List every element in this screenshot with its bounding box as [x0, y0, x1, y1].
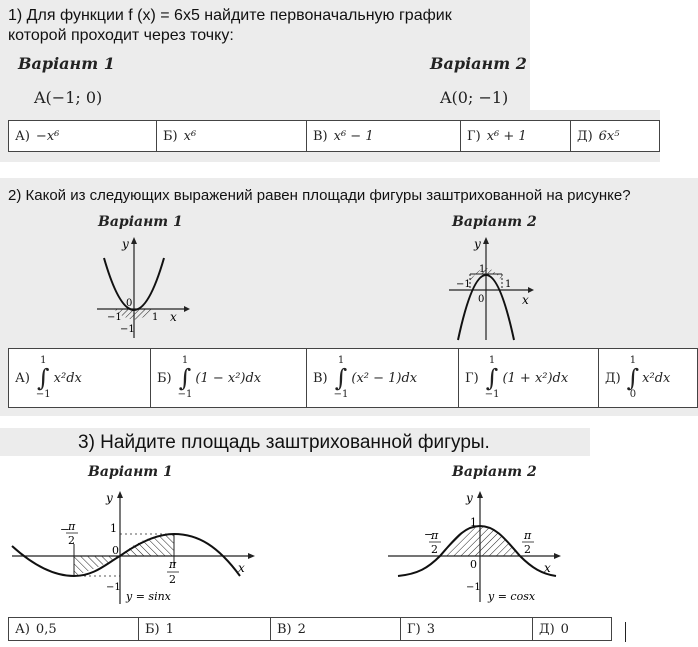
q3-graph2-neg-pi-den: 2	[431, 543, 438, 556]
q3-option-a-label: А)	[15, 621, 30, 637]
q3-graph1-neg-one: −1	[106, 582, 121, 593]
q3-graph1-shaded-left	[74, 556, 120, 576]
q2-graph1-y-arrow	[131, 237, 137, 244]
q2-graph2-x-arrow	[528, 287, 534, 293]
q2-option-d[interactable]	[459, 349, 599, 407]
q2-graph1-x-one: 1	[152, 312, 159, 323]
q2-option-a-upper: 1	[40, 355, 47, 366]
q1-point2: A(0; −1)	[440, 88, 509, 107]
q1-options-row	[8, 120, 660, 152]
q2-option-e-lower: 0	[629, 389, 637, 400]
q3-graph1-pi-num: π	[169, 558, 177, 571]
q3-option-e[interactable]	[533, 618, 611, 640]
q3-graph2-x-arrow	[554, 553, 561, 559]
integral-sign-icon: ∫	[626, 364, 640, 392]
q3-graph2-x-label: x	[544, 561, 551, 575]
q2-option-e-expr: x²dx	[642, 370, 671, 386]
q3-graph2-neg-one: −1	[466, 582, 481, 593]
q2-variant1-heading: Варіант 1	[98, 214, 183, 230]
q3-option-d-expr: 3	[426, 621, 435, 637]
q1-option-c-expr: x⁶ − 1	[333, 128, 374, 144]
q3-graph1-neg-pi-den: 2	[68, 534, 75, 547]
q1-variant2-heading: Варіант 2	[430, 54, 527, 73]
q1-option-a-expr: −x⁶	[35, 128, 60, 144]
q1-option-a-label: А)	[15, 128, 30, 144]
q3-graph1-zero: 0	[112, 544, 119, 557]
q2-option-e-label: Д)	[605, 370, 621, 386]
q3-graph1-func-label: y = sinx	[126, 590, 171, 603]
q2-graph2-x-neg-one: −1	[456, 279, 471, 290]
q2-graph1-x-arrow	[184, 306, 190, 312]
q1-option-d-label: Г)	[467, 128, 481, 144]
q1-option-d[interactable]	[461, 121, 571, 151]
q3-option-c[interactable]	[271, 618, 401, 640]
q2-option-c[interactable]	[307, 349, 459, 407]
q3-option-b[interactable]	[139, 618, 271, 640]
q1-option-c-label: В)	[313, 128, 328, 144]
q2-graph2-y-one: 1	[479, 264, 486, 275]
q2-option-b-expr: (1 − x²)dx	[195, 370, 262, 386]
q2-graph2-y-arrow	[483, 237, 489, 244]
q3-option-d[interactable]	[401, 618, 533, 640]
q2-option-a-expr: x²dx	[53, 370, 82, 386]
q2-option-d-label: Г)	[465, 370, 479, 386]
q1-option-c[interactable]	[307, 121, 461, 151]
q1-option-b-expr: x⁶	[183, 128, 197, 144]
q2-graph1-y-label: y	[122, 237, 129, 251]
q3-graph1-neg-pi-minus: −	[60, 523, 70, 536]
q3-graph2-zero: 0	[470, 558, 477, 571]
q1-option-b[interactable]	[157, 121, 307, 151]
q2-graph2-zero: 0	[478, 294, 485, 305]
q1-option-b-label: Б)	[163, 128, 178, 144]
q3-option-b-label: Б)	[145, 621, 160, 637]
q1-option-e-expr: 6x⁵	[598, 128, 620, 144]
q2-graph1-zero: 0	[126, 298, 133, 309]
q3-variant1-heading: Варіант 1	[88, 464, 173, 480]
q2-option-b[interactable]	[151, 349, 307, 407]
q1-option-a[interactable]	[9, 121, 157, 151]
integral-sign-icon: ∫	[485, 364, 499, 392]
q3-graph2	[384, 484, 574, 614]
q2-option-d-upper: 1	[488, 355, 496, 366]
q3-graph1-pi-den: 2	[169, 573, 176, 586]
q1-option-e[interactable]	[571, 121, 659, 151]
q1-option-d-expr: x⁶ + 1	[486, 128, 527, 144]
q3-option-a-expr: 0,5	[35, 621, 57, 637]
q3-graph2-one: 1	[470, 516, 477, 529]
q3-option-a[interactable]	[9, 618, 139, 640]
q3-text: 3) Найдите площадь заштрихованной фигуры.	[78, 432, 490, 453]
q1-variant1-heading: Варіант 1	[18, 54, 115, 73]
q1-option-e-label: Д)	[577, 128, 593, 144]
q2-option-b-label: Б)	[157, 370, 172, 386]
q2-option-a-lower: −1	[35, 389, 51, 400]
q3-graph1-x-label: x	[238, 561, 245, 575]
q3-graph2-y-arrow	[477, 491, 483, 498]
integral-sign-icon: ∫	[37, 364, 50, 392]
q3-graph1-neg-pi-num: π	[68, 520, 76, 533]
q2-graph2-x-one: 1	[505, 279, 512, 290]
q2-option-c-label: В)	[313, 370, 328, 386]
q2-option-b-integral	[178, 356, 193, 400]
q2-option-b-lower: −1	[177, 389, 193, 400]
q2-option-a[interactable]	[9, 349, 151, 407]
q3-option-b-expr: 1	[165, 621, 174, 637]
q3-graph1-shaded-right	[120, 534, 174, 556]
q2-options-row	[8, 348, 698, 408]
q2-option-d-integral	[485, 356, 500, 400]
integral-sign-icon: ∫	[178, 364, 192, 392]
q3-graph2-neg-pi-num: π	[431, 529, 439, 542]
q2-option-c-expr: (x² − 1)dx	[351, 370, 418, 386]
q2-graph1	[92, 232, 192, 344]
q3-option-e-label: Д)	[539, 621, 555, 637]
q2-option-e-upper: 1	[629, 355, 637, 366]
q2-option-b-upper: 1	[181, 355, 189, 366]
q3-graph1-x-arrow	[248, 553, 255, 559]
q3-graph1-y-arrow	[117, 491, 123, 498]
q2-option-a-integral	[36, 356, 51, 400]
q3-options-row	[8, 617, 612, 641]
q2-graph2-x-label: x	[522, 293, 529, 307]
q3-graph1	[8, 484, 264, 614]
q3-option-c-expr: 2	[297, 621, 306, 637]
q2-option-d-expr: (1 + x²)dx	[502, 370, 569, 386]
q2-option-e-integral	[627, 356, 640, 400]
q2-option-a-label: А)	[15, 370, 30, 386]
q3-graph1-one: 1	[110, 522, 117, 535]
q3-option-d-label: Г)	[407, 621, 421, 637]
q2-graph1-x-label: x	[170, 310, 177, 324]
q2-graph2-y-label: y	[474, 237, 481, 251]
q1-text-line1: 1) Для функции f (x) = 6x5 найдите первоначальную график	[8, 7, 452, 24]
q2-text: 2) Какой из следующих выражений равен площади фигуры заштрихованной на рисунке?	[8, 187, 631, 204]
q3-graph2-pi-num: π	[524, 529, 532, 542]
q2-option-c-upper: 1	[337, 355, 345, 366]
q3-graph2-pi-den: 2	[524, 543, 531, 556]
q3-variant2-heading: Варіант 2	[452, 464, 537, 480]
q3-graph2-func-label: y = cosx	[488, 590, 536, 603]
q2-option-d-lower: −1	[484, 389, 500, 400]
q2-graph1-y-neg-one: −1	[120, 324, 135, 335]
q2-option-e[interactable]	[599, 349, 697, 407]
q3-graph2-y-label: y	[466, 491, 473, 505]
q2-graph2	[444, 232, 544, 344]
q2-option-c-integral	[334, 356, 349, 400]
q1-text-line2: которой проходит через точку:	[8, 27, 234, 44]
q3-option-c-label: В)	[277, 621, 292, 637]
q1-point1: A(−1; 0)	[34, 88, 103, 107]
q2-variant2-heading: Варіант 2	[452, 214, 537, 230]
q3-graph2-neg-pi-minus: −	[424, 528, 434, 541]
q3-option-e-expr: 0	[560, 621, 569, 637]
integral-sign-icon: ∫	[334, 364, 348, 392]
q2-option-c-lower: −1	[333, 389, 349, 400]
text-cursor	[625, 622, 626, 642]
q3-graph1-y-label: y	[106, 491, 113, 505]
q2-graph1-x-neg-one: −1	[107, 312, 122, 323]
